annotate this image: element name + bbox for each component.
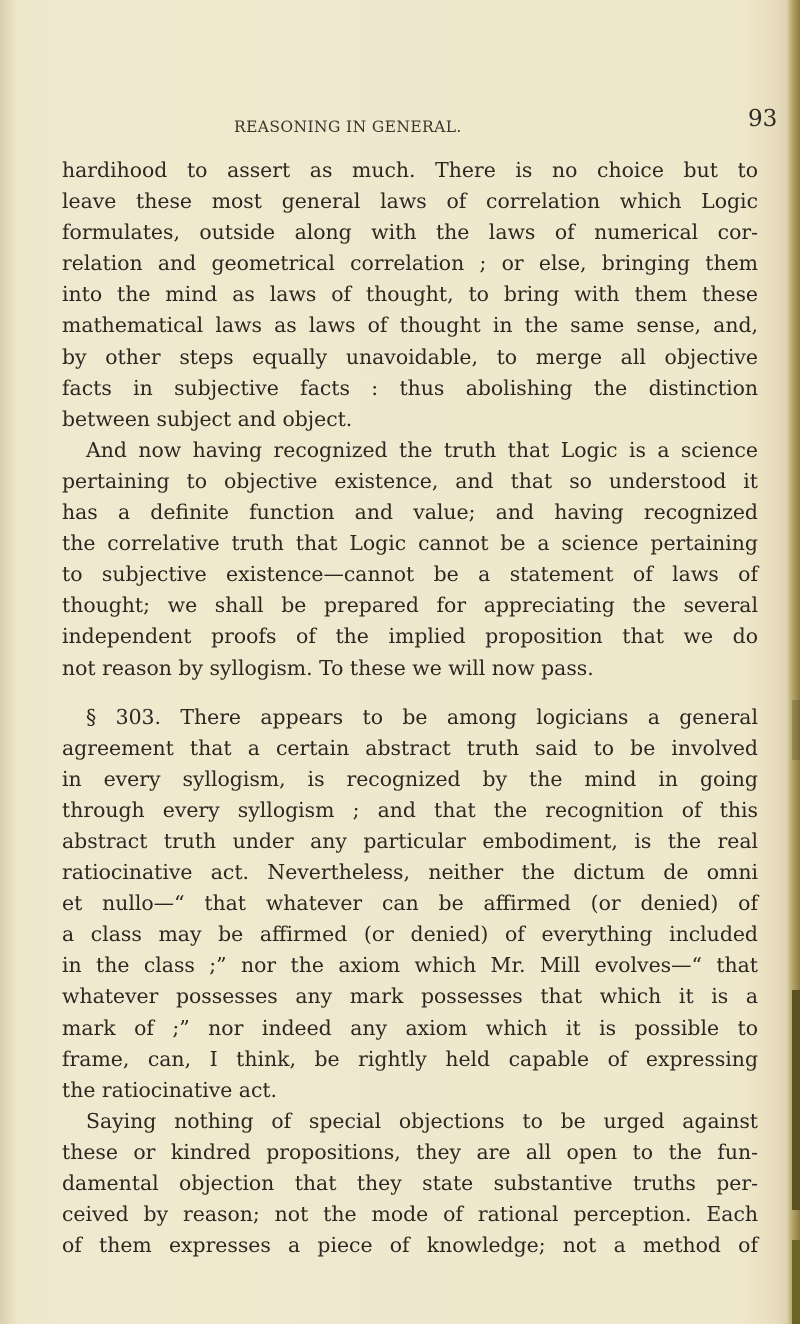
page-edge [786,0,800,1324]
text-line: a class may be affirmed (or denied) of everything included [62,922,758,947]
text-line: relation and geometrical correlation ; or else, bringing them [62,251,758,276]
text-line: mark of ;” nor indeed any axiom which it is possible to [62,1015,758,1040]
text-line: has a definite function and value; and having recognized [62,500,758,525]
text-line: thought; we shall be prepared for appreciating the several [62,593,758,618]
text-line: frame, can, I think, be rightly held capable of expressing [62,1046,758,1071]
page-edge-stain [792,1240,800,1324]
text-line: mathematical laws as laws of thought in the same sense, and, [62,313,758,338]
text-line: ceived by reason; not the mode of rational perception. Each [62,1202,758,1227]
text-line: hardihood to assert as much. There is no choice but to [62,158,758,182]
text-line: not reason by syllogism. To these we will now pass. [62,655,594,680]
text-line: the ratiocinative act. [62,1077,278,1102]
text-line: into the mind as laws of thought, to bring with them these [62,282,758,307]
page-number: 93 [748,106,778,132]
text-line: et nullo—“ that whatever can be affirmed (or denied) of [62,891,758,916]
text-line: formulates, outside along with the laws of numerical cor- [62,220,758,245]
page-edge-stain [792,990,800,1210]
text-line: in the class ;” nor the axiom which Mr. Mill evolves—“ that [62,953,758,978]
text-line: through every syllogism ; and that the recognition of this [62,797,758,822]
text-line: And now having recognized the truth that Logic is a science [86,437,758,462]
text-line: agreement that a certain abstract truth said to be involved [62,735,758,760]
text-line: abstract truth under any particular embodiment, is the real [62,828,758,853]
text-line: by other steps equally unavoidable, to merge all objective [62,344,758,369]
text-line: these or kindred propositions, they are all open to the fun- [62,1139,758,1164]
text-line: to subjective existence—cannot be a statement of laws of [62,562,758,587]
text-line: leave these most general laws of correlation which Logic [62,189,758,214]
text-line: whatever possesses any mark possesses that which it is a [62,984,758,1009]
text-line: ratiocinative act. Nevertheless, neither the dictum de omni [62,860,758,885]
text-line: damental objection that they state substantive truths per- [62,1171,758,1195]
text-line: independent proofs of the implied proposition that we do [62,624,758,649]
section-heading-line: § 303. There appears to be among logicians a general [86,704,758,729]
body-text [62,155,758,1261]
text-line: of them expresses a piece of knowledge; not a method of [62,1233,758,1258]
text-line: pertaining to objective existence, and that so understood it [62,468,758,493]
text-line: Saying nothing of special objections to be urged against [86,1108,758,1133]
text-line: between subject and object. [62,406,353,431]
running-head: REASONING IN GENERAL. [234,118,462,136]
text-line: the correlative truth that Logic cannot be a science pertaining [62,531,758,556]
text-line: in every syllogism, is recognized by the mind in going [62,766,758,791]
text-line: facts in subjective facts : thus abolishing the distinction [62,375,758,400]
page-edge-stain [792,700,800,760]
